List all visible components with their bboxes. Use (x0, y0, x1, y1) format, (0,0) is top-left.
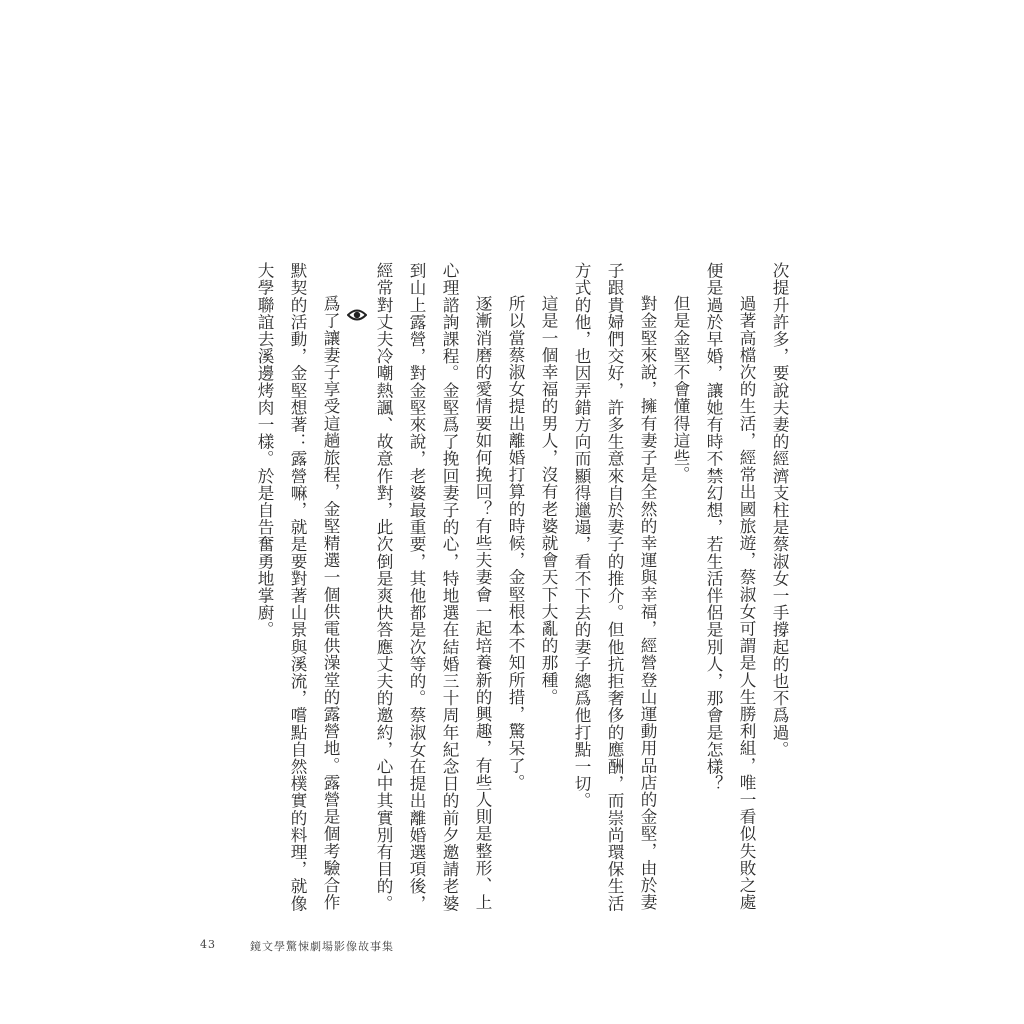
paragraph: 對金堅來說，擁有妻子是全然的幸運與幸福，經營登山運動用品店的金堅，由於妻子跟貴婦們交好，許多生意來自於妻子的推介。但他抗拒奢侈的應酬，而崇尚環保生活方式的他，也因弄錯方向而顯得邋遢，看不下去的妻子總爲他打點一切。 (572, 262, 657, 912)
paragraph: 次提升許多，要說夫妻的經濟支柱是蔡淑女一手撐起的也不爲過。 (770, 262, 789, 758)
book-title: 鏡文學驚悚劇場影像故事集 (250, 940, 394, 953)
paragraph: 所以當蔡淑女提出離婚打算的時候，金堅根本不知所措，驚呆了。 (506, 295, 525, 792)
paragraph: 但是金堅不會懂得這些。 (671, 295, 690, 484)
paragraph: 逐漸消磨的愛情要如何挽回？有些夫妻會一起培養新的興趣，有些人則是整形、上心理諮詢課程。金堅爲了挽回妻子的心，特地選在結婚三十周年紀念日的前夕邀請老婆到山上露營，對金堅來說，老婆最重要，其他都是次等的。蔡淑女在提出離婚選項後，經常對丈夫冷嘲熱諷、故意作對，此次倒是爽快答應丈夫的邀約，心中其實別有目的。 (374, 262, 492, 912)
body-text (248, 262, 796, 922)
paragraph: 這是一個幸福的男人，沒有老婆就會天下大亂的那種。 (539, 295, 558, 706)
paragraph: 爲了讓妻子享受這趟旅程，金堅精選一個供電供澡堂的露營地。露營是個考驗合作默契的活動，金堅想著：露營嘛，就是要對著山景與溪流，嚐點自然樸實的料理，就像大學聯誼去溪邊烤肉一樣。於是自告奮勇地掌廚。 (255, 262, 340, 912)
page-number: 43 (200, 938, 216, 951)
page-footer (200, 938, 394, 954)
section-break (347, 262, 367, 331)
paragraph: 過著高檔次的生活，經常出國旅遊，蔡淑女可謂是人生勝利組，唯一看似失敗之處便是過於早婚，讓她有時不禁幻想，若生活伴侶是別人，那會是怎樣？ (704, 262, 756, 911)
eye-icon (347, 308, 367, 322)
